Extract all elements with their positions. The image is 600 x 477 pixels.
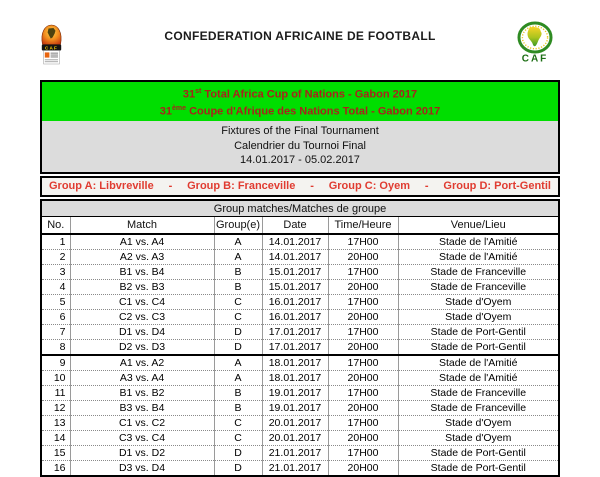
org-title: CONFEDERATION AFRICAINE DE FOOTBALL xyxy=(164,29,436,43)
cell-venue: Stade d'Oyem xyxy=(398,309,558,324)
cell-time: 20H00 xyxy=(328,279,398,294)
cell-date: 19.01.2017 xyxy=(262,400,328,415)
cell-venue: Stade de Franceville xyxy=(398,385,558,400)
cell-time: 17H00 xyxy=(328,264,398,279)
group-d-label: Group D: Port-Gentil xyxy=(443,180,551,193)
cell-venue: Stade de l'Amitié xyxy=(398,249,558,264)
banner-line-en: 31st Total Africa Cup of Nations - Gabon 2017 xyxy=(182,88,418,101)
cell-time: 17H00 xyxy=(328,415,398,430)
cell-match: B2 vs. B3 xyxy=(70,279,214,294)
groups-line xyxy=(40,176,560,197)
cell-date: 16.01.2017 xyxy=(262,294,328,309)
cell-date: 21.01.2017 xyxy=(262,445,328,460)
cell-venue: Stade d'Oyem xyxy=(398,415,558,430)
cell-time: 20H00 xyxy=(328,370,398,385)
cell-venue: Stade de l'Amitié xyxy=(398,234,558,250)
cell-time: 17H00 xyxy=(328,385,398,400)
svg-text:CAF: CAF xyxy=(44,45,59,51)
col-header-date: Date xyxy=(262,217,328,234)
cell-time: 17H00 xyxy=(328,355,398,371)
table-row xyxy=(42,355,558,371)
table-row xyxy=(42,385,558,400)
group-c-label: Group C: Oyem xyxy=(328,180,411,193)
cell-venue: Stade de Port-Gentil xyxy=(398,324,558,339)
banner-line-fr: 31ème Coupe d'Afrique des Nations Total - Gabon 2017 xyxy=(159,104,441,118)
tournament-banner xyxy=(42,82,558,121)
cell-time: 20H00 xyxy=(328,249,398,264)
cell-group: B xyxy=(214,264,262,279)
cell-venue: Stade de Franceville xyxy=(398,279,558,294)
cell-no: 14 xyxy=(42,430,70,445)
table-row xyxy=(42,279,558,294)
cell-group: C xyxy=(214,309,262,324)
cell-venue: Stade de Franceville xyxy=(398,264,558,279)
fixtures-title-fr: Calendrier du Tournoi Final xyxy=(234,139,366,152)
cell-time: 20H00 xyxy=(328,339,398,355)
svg-text:CAF: CAF xyxy=(521,53,549,65)
cell-group: B xyxy=(214,385,262,400)
cell-group: D xyxy=(214,460,262,475)
cell-venue: Stade de l'Amitié xyxy=(398,370,558,385)
cell-venue: Stade d'Oyem xyxy=(398,294,558,309)
cell-match: D1 vs. D2 xyxy=(70,445,214,460)
cell-no: 13 xyxy=(42,415,70,430)
table-row xyxy=(42,309,558,324)
group-matches-box xyxy=(40,199,560,477)
cell-no: 8 xyxy=(42,339,70,355)
group-a-label: Group A: Libvreville xyxy=(49,180,154,193)
cell-match: D1 vs. D4 xyxy=(70,324,214,339)
group-separator: - xyxy=(168,180,173,193)
col-header-group: Group(e) xyxy=(214,217,262,234)
fixtures-title-en: Fixtures of the Final Tournament xyxy=(221,125,379,138)
cell-no: 1 xyxy=(42,234,70,250)
cell-date: 14.01.2017 xyxy=(262,249,328,264)
cell-match: D2 vs. D3 xyxy=(70,339,214,355)
cell-group: A xyxy=(214,370,262,385)
col-header-venue: Venue/Lieu xyxy=(398,217,558,234)
table-row xyxy=(42,430,558,445)
cell-no: 12 xyxy=(42,400,70,415)
cell-no: 7 xyxy=(42,324,70,339)
cell-match: C3 vs. C4 xyxy=(70,430,214,445)
table-row xyxy=(42,370,558,385)
cell-group: D xyxy=(214,324,262,339)
cell-match: A2 vs. A3 xyxy=(70,249,214,264)
cell-date: 18.01.2017 xyxy=(262,370,328,385)
fixtures-tbody xyxy=(42,234,558,475)
cell-venue: Stade d'Oyem xyxy=(398,430,558,445)
cell-venue: Stade de l'Amitié xyxy=(398,355,558,371)
fixtures-table xyxy=(42,217,558,475)
cell-time: 17H00 xyxy=(328,294,398,309)
cell-group: D xyxy=(214,445,262,460)
table-header-row xyxy=(42,217,558,234)
table-row xyxy=(42,400,558,415)
cell-no: 4 xyxy=(42,279,70,294)
cell-no: 3 xyxy=(42,264,70,279)
cell-date: 21.01.2017 xyxy=(262,460,328,475)
group-separator: - xyxy=(310,180,314,193)
cell-no: 15 xyxy=(42,445,70,460)
cell-time: 17H00 xyxy=(328,234,398,250)
cell-date: 15.01.2017 xyxy=(262,264,328,279)
cell-venue: Stade de Franceville xyxy=(398,400,558,415)
fixtures-panel xyxy=(42,121,558,172)
cell-time: 20H00 xyxy=(328,430,398,445)
cell-date: 15.01.2017 xyxy=(262,279,328,294)
cell-group: C xyxy=(214,430,262,445)
cell-no: 5 xyxy=(42,294,70,309)
table-row xyxy=(42,415,558,430)
cell-date: 20.01.2017 xyxy=(262,430,328,445)
cell-group: B xyxy=(214,279,262,294)
cell-match: B3 vs. B4 xyxy=(70,400,214,415)
table-row xyxy=(42,294,558,309)
cell-group: B xyxy=(214,400,262,415)
cell-no: 9 xyxy=(42,355,70,371)
cell-no: 10 xyxy=(42,370,70,385)
cell-time: 20H00 xyxy=(328,309,398,324)
cell-date: 17.01.2017 xyxy=(262,324,328,339)
cell-no: 16 xyxy=(42,460,70,475)
cell-no: 2 xyxy=(42,249,70,264)
cell-venue: Stade de Port-Gentil xyxy=(398,460,558,475)
cell-group: A xyxy=(214,234,262,250)
cell-time: 17H00 xyxy=(328,324,398,339)
col-header-match: Match xyxy=(70,217,214,234)
table-row xyxy=(42,249,558,264)
table-row xyxy=(42,264,558,279)
document-header xyxy=(0,0,600,79)
caf-round-logo-icon xyxy=(512,20,558,70)
cell-time: 17H00 xyxy=(328,445,398,460)
table-row xyxy=(42,339,558,355)
cell-date: 17.01.2017 xyxy=(262,339,328,355)
cell-match: C1 vs. C4 xyxy=(70,294,214,309)
document-body xyxy=(40,80,560,477)
group-separator: - xyxy=(424,180,429,193)
cell-venue: Stade de Port-Gentil xyxy=(398,339,558,355)
col-header-no: No. xyxy=(42,217,70,234)
cell-time: 20H00 xyxy=(328,400,398,415)
cell-group: C xyxy=(214,294,262,309)
table-row xyxy=(42,324,558,339)
table-row xyxy=(42,460,558,475)
cell-date: 18.01.2017 xyxy=(262,355,328,371)
cell-match: B1 vs. B2 xyxy=(70,385,214,400)
cell-date: 14.01.2017 xyxy=(262,234,328,250)
cell-no: 6 xyxy=(42,309,70,324)
title-box xyxy=(40,80,560,174)
cell-match: A1 vs. A2 xyxy=(70,355,214,371)
cell-no: 11 xyxy=(42,385,70,400)
group-b-label: Group B: Franceville xyxy=(187,180,296,193)
cell-match: C2 vs. C3 xyxy=(70,309,214,324)
col-header-time: Time/Heure xyxy=(328,217,398,234)
cell-date: 19.01.2017 xyxy=(262,385,328,400)
cell-match: D3 vs. D4 xyxy=(70,460,214,475)
table-row xyxy=(42,234,558,250)
table-row xyxy=(42,445,558,460)
table-section-title: Group matches/Matches de groupe xyxy=(42,201,558,217)
cell-group: A xyxy=(214,249,262,264)
cell-venue: Stade de Port-Gentil xyxy=(398,445,558,460)
cell-time: 20H00 xyxy=(328,460,398,475)
cell-date: 20.01.2017 xyxy=(262,415,328,430)
cell-match: B1 vs. B4 xyxy=(70,264,214,279)
fixtures-date-range: 14.01.2017 - 05.02.2017 xyxy=(240,154,360,167)
cell-match: C1 vs. C2 xyxy=(70,415,214,430)
cell-date: 16.01.2017 xyxy=(262,309,328,324)
cell-match: A1 vs. A4 xyxy=(70,234,214,250)
cell-group: C xyxy=(214,415,262,430)
cell-group: D xyxy=(214,339,262,355)
cell-match: A3 vs. A4 xyxy=(70,370,214,385)
cell-group: A xyxy=(214,355,262,371)
